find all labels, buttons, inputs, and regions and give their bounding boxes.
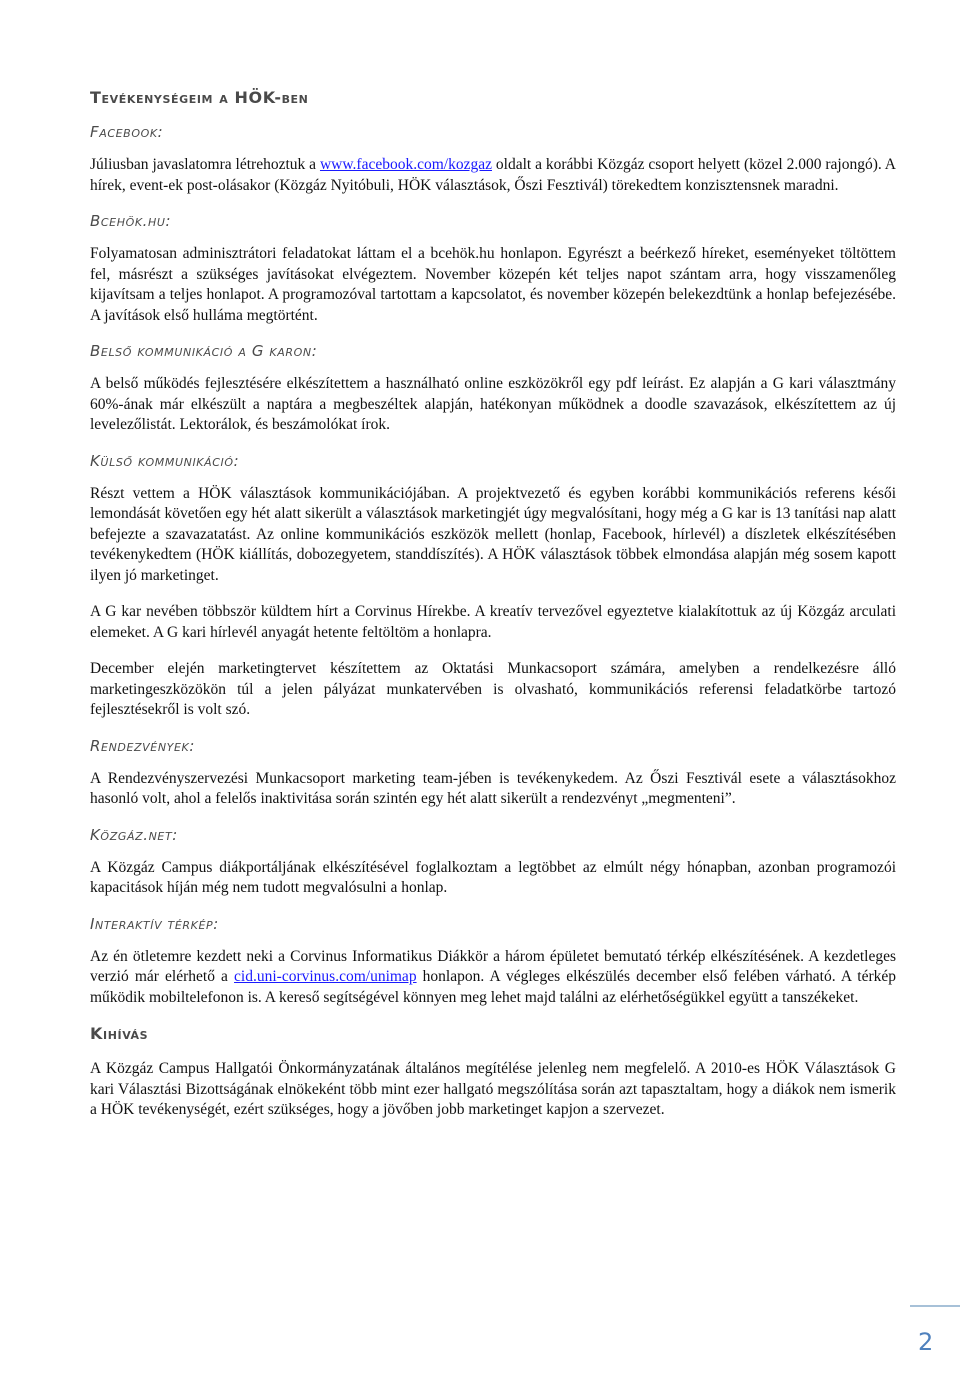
rendezvenyek-paragraph: A Rendezvényszervezési Munkacsoport marketing team-jében is tevékenykedem. Az Őszi Fesztivál esete a választásokhoz hasonló volt, ahol a felelős inaktivitása során szintén egy hét alatt sikerült a rendezvényt „megmenteni”. bbox=[90, 769, 896, 807]
main-heading: Tevékenységeim a HÖK-ben bbox=[90, 88, 309, 107]
page-number-rule bbox=[910, 1305, 960, 1307]
rendezvenyek-heading: Rendezvények: bbox=[90, 736, 195, 755]
interaktiv-terkep-heading: Interaktív térkép: bbox=[90, 914, 219, 933]
kozgaznet-paragraph: A Közgáz Campus diákportáljának elkészítésével foglalkoztam a legtöbbet az elmúlt négy hónapban, azonban programozói kapacitások híján még nem tudott megvalósulni a honlap. bbox=[90, 858, 896, 896]
bcehok-heading: Bcehök.hu: bbox=[90, 212, 172, 230]
facebook-link[interactable]: www.facebook.com/kozgaz bbox=[319, 156, 492, 173]
kulso-kommunikacio-paragraph-2: A G kar nevében többször küldtem hírt a Corvinus Hírekbe. A kreatív tervezővel egyeztetve kialakítottuk az új Közgáz arculati elemeket. A G kari hírlevél anyagát hetente feltöltöm a honlapra. bbox=[90, 603, 896, 641]
kulso-kommunikacio-heading: Külső kommunikáció: bbox=[90, 451, 240, 470]
kulso-kommunikacio-paragraph-1: Részt vettem a HÖK választások kommunikációjában. A projektvezető és egyben korábbi kommunikációs referens késői lemondását követően egy hét alatt sikerült a választások marketingjét úgy megvalósítani, hogy még a G kar is 13 tanítási nap alatt befejezte a szavazatatást. Az online kommunikációs eszközök mellett (honlap, Facebook, hírlevél) a díszletek elkészítésében tevékenykedtem (HÖK kiállítás, dobozegyetem, standdíszítés). A HÖK választások többek elmondása alapján még sosem kapott ilyen jó marketinget. bbox=[90, 484, 896, 584]
kihivas-heading: Kihívás bbox=[90, 1024, 149, 1043]
page-number: 2 bbox=[918, 1328, 934, 1356]
unimap-link[interactable]: cid.uni-corvinus.com/unimap bbox=[234, 968, 417, 985]
facebook-heading: Facebook: bbox=[90, 123, 164, 141]
facebook-text-start: Júliusban javaslatomra létrehoztuk a bbox=[90, 156, 320, 173]
belso-kommunikacio-heading: Belső kommunikáció a G karon: bbox=[90, 342, 318, 360]
kihivas-paragraph: A Közgáz Campus Hallgatói Önkormányzatának általános megítélése jelenleg nem megfelelő. A 2010-es HÖK Választások G kari Választási Bizottságának elnökeként több mint ezer hallgató megszólítása során azt tapasztaltam, hogy a diákok nem ismerik a HÖK tevékenységét, ezért szükséges, hogy a jövőben jobb marketinget kapjon a szervezet. bbox=[90, 1060, 896, 1118]
page-content bbox=[90, 88, 896, 1137]
kulso-kommunikacio-paragraph-3: December elején marketingtervet készítettem az Oktatási Munkacsoport számára, amelyben a rendelkezésre álló marketingeszközökön túl a jelen pályázat munkatervében is olvasható, kommunikációs referensi feladatkörbe tartozó fejlesztésekről is volt szó. bbox=[90, 660, 896, 718]
terkep-text-end: honlapon. A végleges elkészülés december első felében várható. A térkép működik mobiltelefonon is. A kereső segítségével könnyen meg lehet majd találni az elérhetőségükkel együtt a tanszékeket. bbox=[90, 968, 896, 1006]
terkep-text-start: Az én ötletemre kezdett neki a Corvinus Informatikus Diákkör a három épületet bemutató térkép elkészítésének. A kezdetleges verzió már elérhető a bbox=[90, 947, 896, 985]
belso-kommunikacio-paragraph: A belső működés fejlesztésére elkészítettem a használható online eszközökről egy pdf leírást. Ez alapján a G kari választmány 60%-ának már elkészült a naptára a megbeszéltek alapján, hatékonyan működnek a doodle szavazások, elkészítettem az új levelezőlistát. Lektorálok, és beszámolókat írok. bbox=[90, 375, 896, 433]
bcehok-paragraph: Folyamatosan adminisztrátori feladatokat láttam el a bcehök.hu honlapon. Egyrészt a beérkező híreket, eseményeket töltöttem fel, másrészt a szükséges javításokat elvégeztem. November közepén két teljes napot szántam arra, hogy visszamenőleg kijavítsam a teljes honlapot. A programozóval tartottam a kapcsolatot, és november közepén belekezdtünk a honlap befejezésébe. A javítások első hulláma megtörtént. bbox=[90, 245, 896, 324]
kozgaznet-heading: Közgáz.net: bbox=[90, 825, 178, 844]
interaktiv-terkep-paragraph bbox=[90, 947, 896, 1009]
facebook-paragraph bbox=[90, 155, 896, 196]
facebook-text-end: oldalt a korábbi Közgáz csoport helyett (közel 2.000 rajongó). A hírek, event-ek post-olásakor (Közgáz Nyitóbuli, HÖK választások, Őszi Fesztivál) törekedtem konzisztensnek maradni. bbox=[90, 156, 897, 194]
